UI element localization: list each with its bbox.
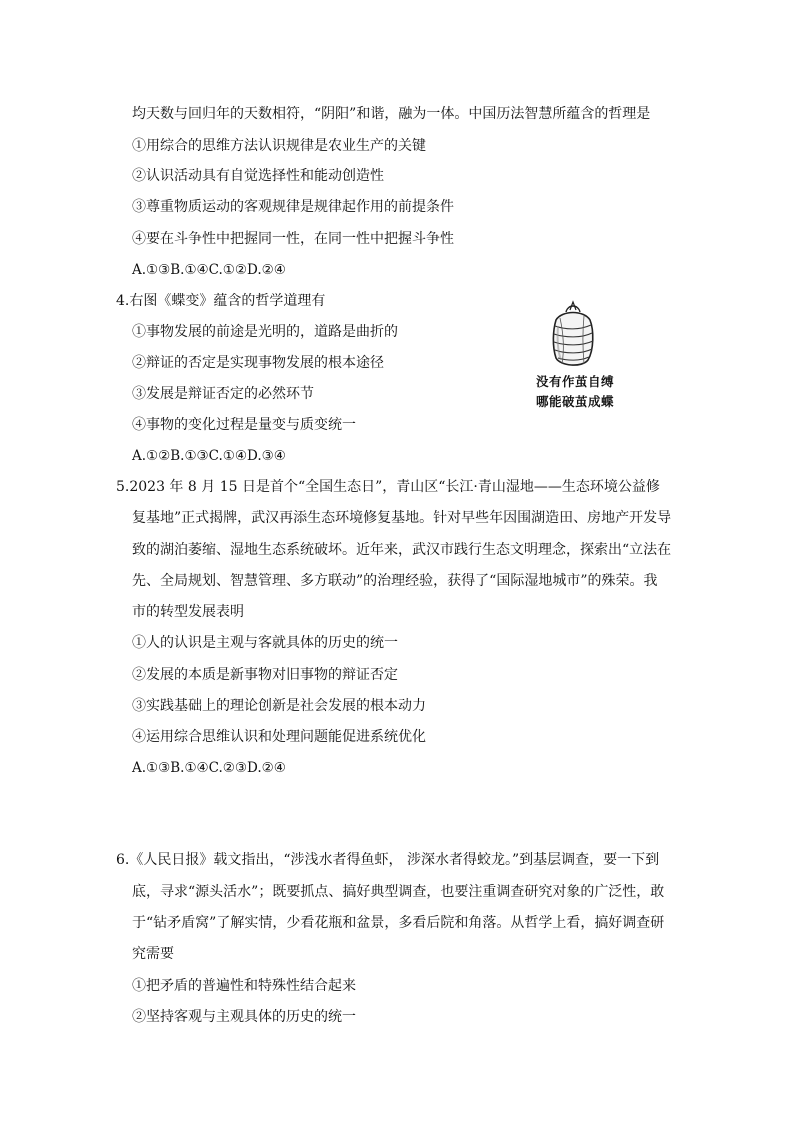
q5-stem-line-1: 5.2023 年 8 月 15 日是首个“全国生态日”，青山区“长江·青山湿地——生态环境公益修 — [116, 479, 660, 495]
q3-stem-tail: 均天数与回归年的天数相符，“阴阳”和谐，融为一体。中国历法智慧所蕴含的哲理是 — [132, 106, 651, 122]
q6-option-2: ②坚持客观与主观具体的历史的统一 — [132, 1009, 356, 1025]
q3-option-2: ②认识活动具有自觉选择性和能动创造性 — [132, 168, 384, 184]
q3-option-1: ①用综合的思维方法认识规律是农业生产的关键 — [132, 138, 426, 154]
q6-option-1: ①把矛盾的普遍性和特殊性结合起来 — [132, 978, 356, 994]
q6-stem-line-2: 底，寻求“源头活水”；既要抓点、搞好典型调查，也要注重调查研究对象的广泛性，敢 — [132, 884, 665, 900]
q3-answers: A.①③B.①④C.①②D.②④ — [132, 262, 286, 278]
q5-stem-line-5: 市的转型发展表明 — [132, 604, 244, 620]
q4-stem: 4.右图《蝶变》蕴含的哲学道理有 — [116, 293, 326, 309]
q5-option-4: ④运用综合思维认识和处理问题能促进系统优化 — [132, 729, 426, 745]
figure-caption-line2: 哪能破茧成蝶 — [535, 394, 614, 409]
cocoon-illustration — [520, 296, 630, 376]
q4-option-3: ③发展是辩证否定的必然环节 — [132, 386, 314, 402]
q4-option-4: ④事物的变化过程是量变与质变统一 — [132, 417, 356, 433]
q5-option-2: ②发展的本质是新事物对旧事物的辩证否定 — [132, 667, 398, 683]
q6-stem-line-1: 6.《人民日报》载文指出，“涉浅水者得鱼虾， 涉深水者得蛟龙。”到基层调查，要一下到 — [116, 852, 660, 868]
q4-option-2: ②辩证的否定是实现事物发展的根本途径 — [132, 355, 384, 371]
butterfly-transformation-figure — [520, 296, 630, 416]
q5-stem-line-4: 先、全局规划、智慧管理、多方联动”的治理经验，获得了“国际湿地城市”的殊荣。我 — [132, 573, 658, 589]
q5-option-3: ③实践基础上的理论创新是社会发展的根本动力 — [132, 698, 426, 714]
q5-stem-line-3: 致的湖泊萎缩、湿地生态系统破坏。近年来，武汉市践行生态文明理念，探索出“立法在 — [132, 542, 672, 558]
q3-option-3: ③尊重物质运动的客观规律是规律起作用的前提条件 — [132, 199, 454, 215]
q4-answers: A.①②B.①③C.①④D.③④ — [132, 448, 286, 464]
q5-answers: A.①③B.①④C.②③D.②④ — [132, 760, 286, 776]
q6-stem-line-3: 于“钻矛盾窝”了解实情，少看花瓶和盆景，多看后院和角落。从哲学上看，搞好调查研 — [132, 915, 665, 931]
q5-option-1: ①人的认识是主观与客就具体的历史的统一 — [132, 635, 398, 651]
q3-option-4: ④要在斗争性中把握同一性，在同一性中把握斗争性 — [132, 231, 454, 247]
q5-stem-line-2: 复基地”正式揭牌，武汉再添生态环境修复基地。针对早些年因围湖造田、房地产开发导 — [132, 510, 672, 526]
q6-stem-line-4: 究需要 — [132, 946, 174, 962]
q4-option-1: ①事物发展的前途是光明的，道路是曲折的 — [132, 324, 398, 340]
figure-caption-line1: 没有作茧自缚 — [535, 374, 614, 389]
